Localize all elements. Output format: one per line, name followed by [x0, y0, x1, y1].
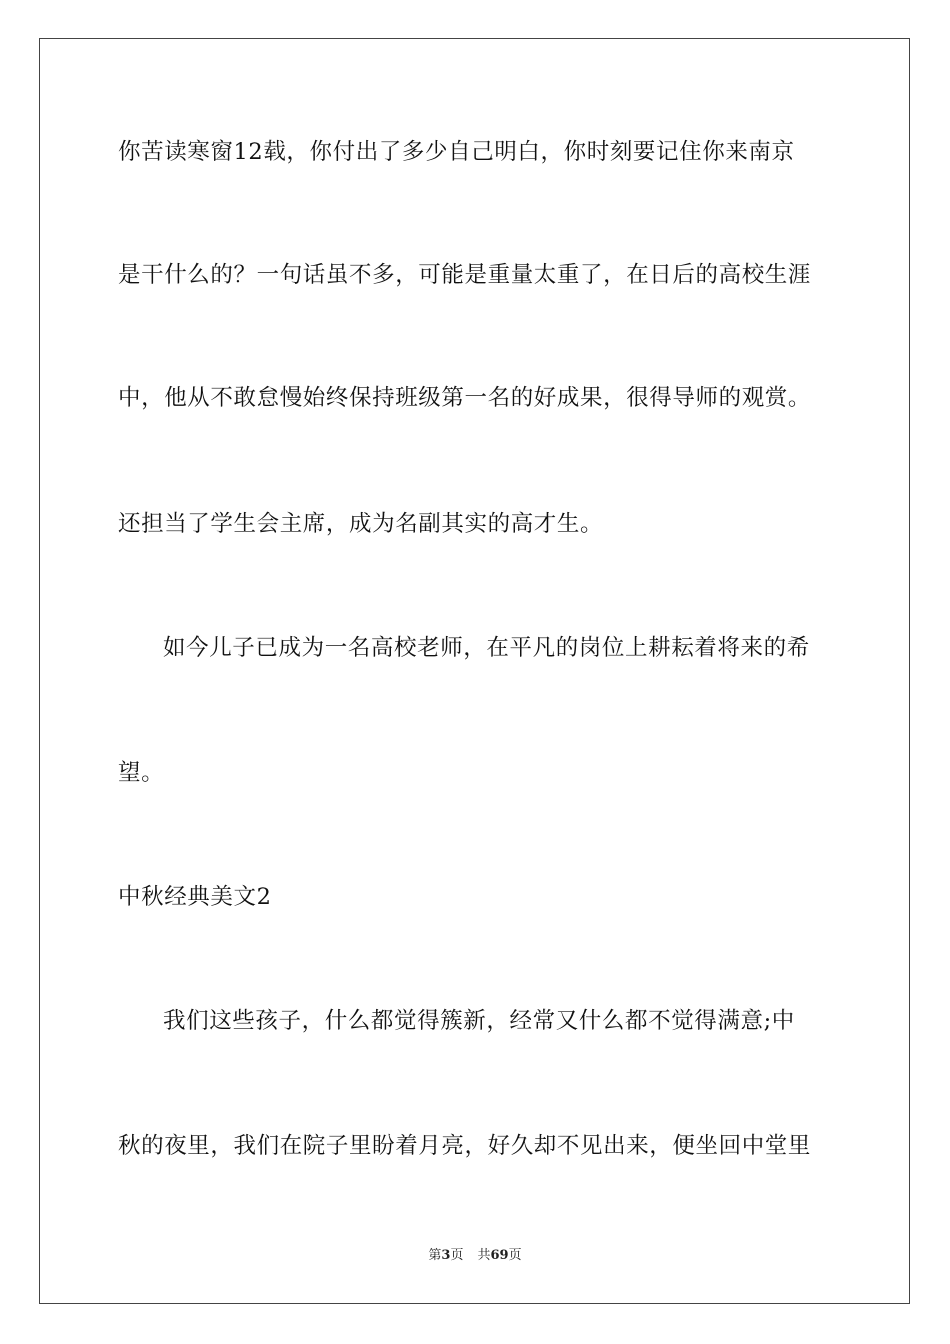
section-heading: 中秋经典美文2 [118, 884, 272, 910]
page-footer [0, 1247, 950, 1265]
body-text-line-8: 秋的夜里，我们在院子里盼着月亮，好久却不见出来，便坐回中堂里 [118, 1133, 812, 1159]
footer-page-prefix: 第 [428, 1248, 442, 1263]
body-text-line-3: 中，他从不敢怠慢始终保持班级第一名的好成果，很得导师的观赏。 [118, 385, 812, 411]
footer-total-suffix: 页 [508, 1248, 522, 1263]
body-text-line-7: 我们这些孩子，什么都觉得簇新，经常又什么都不觉得满意;中 [163, 1008, 795, 1034]
footer-page-number: 3 [441, 1248, 451, 1263]
body-text-line-4: 还担当了学生会主席，成为名副其实的高才生。 [118, 511, 604, 537]
body-text-line-1: 你苦读寒窗12载，你付出了多少自己明白，你时刻要记住你来南京 [118, 139, 795, 165]
body-text-line-2: 是干什么的？一句话虽不多，可能是重量太重了，在日后的高校生涯 [118, 262, 812, 288]
footer-page-suffix: 页 [450, 1248, 464, 1263]
body-text-line-5: 如今儿子已成为一名高校老师，在平凡的岗位上耕耘着将来的希 [163, 635, 810, 661]
footer-total-pages: 69 [490, 1248, 509, 1263]
page-frame [39, 38, 910, 1304]
footer-total-prefix: 共 [477, 1248, 491, 1263]
body-text-line-6: 望。 [118, 760, 165, 786]
